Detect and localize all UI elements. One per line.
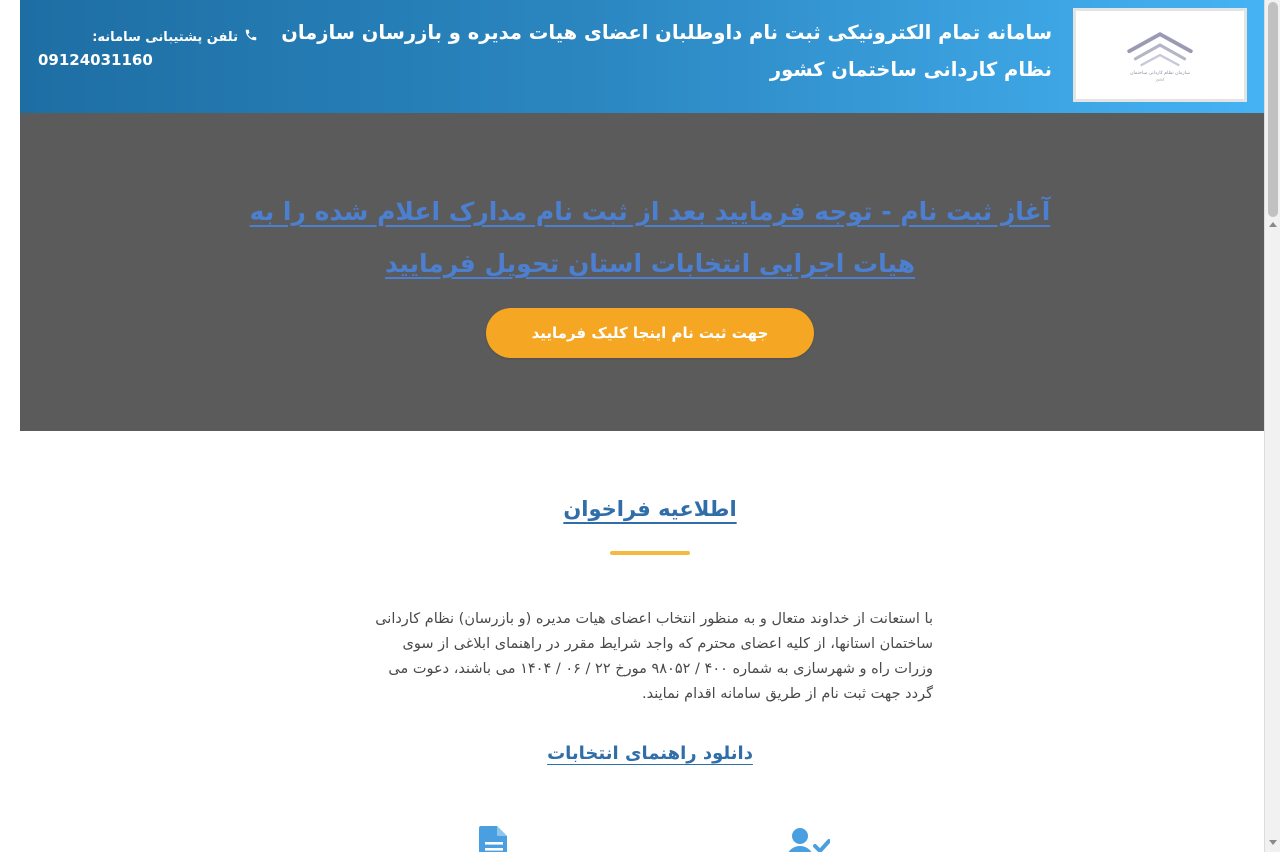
scroll-up-arrow[interactable] (1269, 222, 1277, 227)
support-phone-wrap (20, 49, 280, 71)
svg-text:کشور: کشور (1155, 76, 1165, 82)
page-scrollbar[interactable] (1264, 0, 1280, 852)
scroll-thumb[interactable] (1268, 2, 1278, 217)
hero-heading-link[interactable]: آغاز ثبت نام - توجه فرمایید بعد از ثبت نام مدارک اعلام شده را به هیات اجرایی انتخابات استان تحویل فرمایید (249, 197, 1051, 278)
support-phone[interactable]: 09124031160 (38, 51, 153, 69)
header-title-line-2: نظام کاردانی ساختمان کشور (769, 58, 1052, 81)
header-title-line-1: سامانه تمام الکترونیکی ثبت نام داوطلبان اعضای هیات مدیره و بازرسان سازمان (281, 21, 1052, 44)
support-label: تلفن پشتیبانی سامانه: (92, 30, 238, 45)
main-content (20, 431, 1280, 852)
notice-text: با استعانت از خداوند متعال و به منظور انتخاب اعضای هیات مدیره (و بازرسان) نظام کاردانی ساختمان استانها، از کلیه اعضای محترم که واجد شرایط مقرر در راهنمای ابلاغی از سوی وزرات راه و شهرسازی به شماره ۴۰۰ / ۹۸۰۵۲ مورخ ۲۲ / ۰۶ / ۱۴۰۴ می باشند، دعوت می گردد جهت ثبت نام از طریق سامانه اقدام نمایند. (375, 611, 933, 702)
download-guide-link[interactable]: دانلود راهنمای انتخابات (547, 743, 753, 764)
support-label-row (20, 27, 280, 49)
organization-logo[interactable] (1073, 8, 1247, 102)
header-title (281, 14, 1052, 88)
title-underline-rule (610, 551, 690, 555)
document-icon[interactable] (464, 820, 524, 852)
svg-text:سازمان نظام کاردانی ساختمان: سازمان نظام کاردانی ساختمان (1130, 71, 1190, 77)
page-title: اطلاعیه فراخوان (563, 497, 737, 521)
logo-icon (1105, 25, 1215, 85)
scroll-down-arrow[interactable] (1269, 840, 1277, 845)
user-check-icon[interactable] (776, 820, 836, 852)
register-button[interactable]: جهت ثبت نام اینجا کلیک فرمایید (486, 308, 815, 358)
quick-links-row (20, 820, 1280, 852)
support-info (20, 27, 280, 71)
site-header (20, 0, 1280, 113)
hero-banner (20, 113, 1280, 431)
phone-icon (244, 27, 258, 49)
